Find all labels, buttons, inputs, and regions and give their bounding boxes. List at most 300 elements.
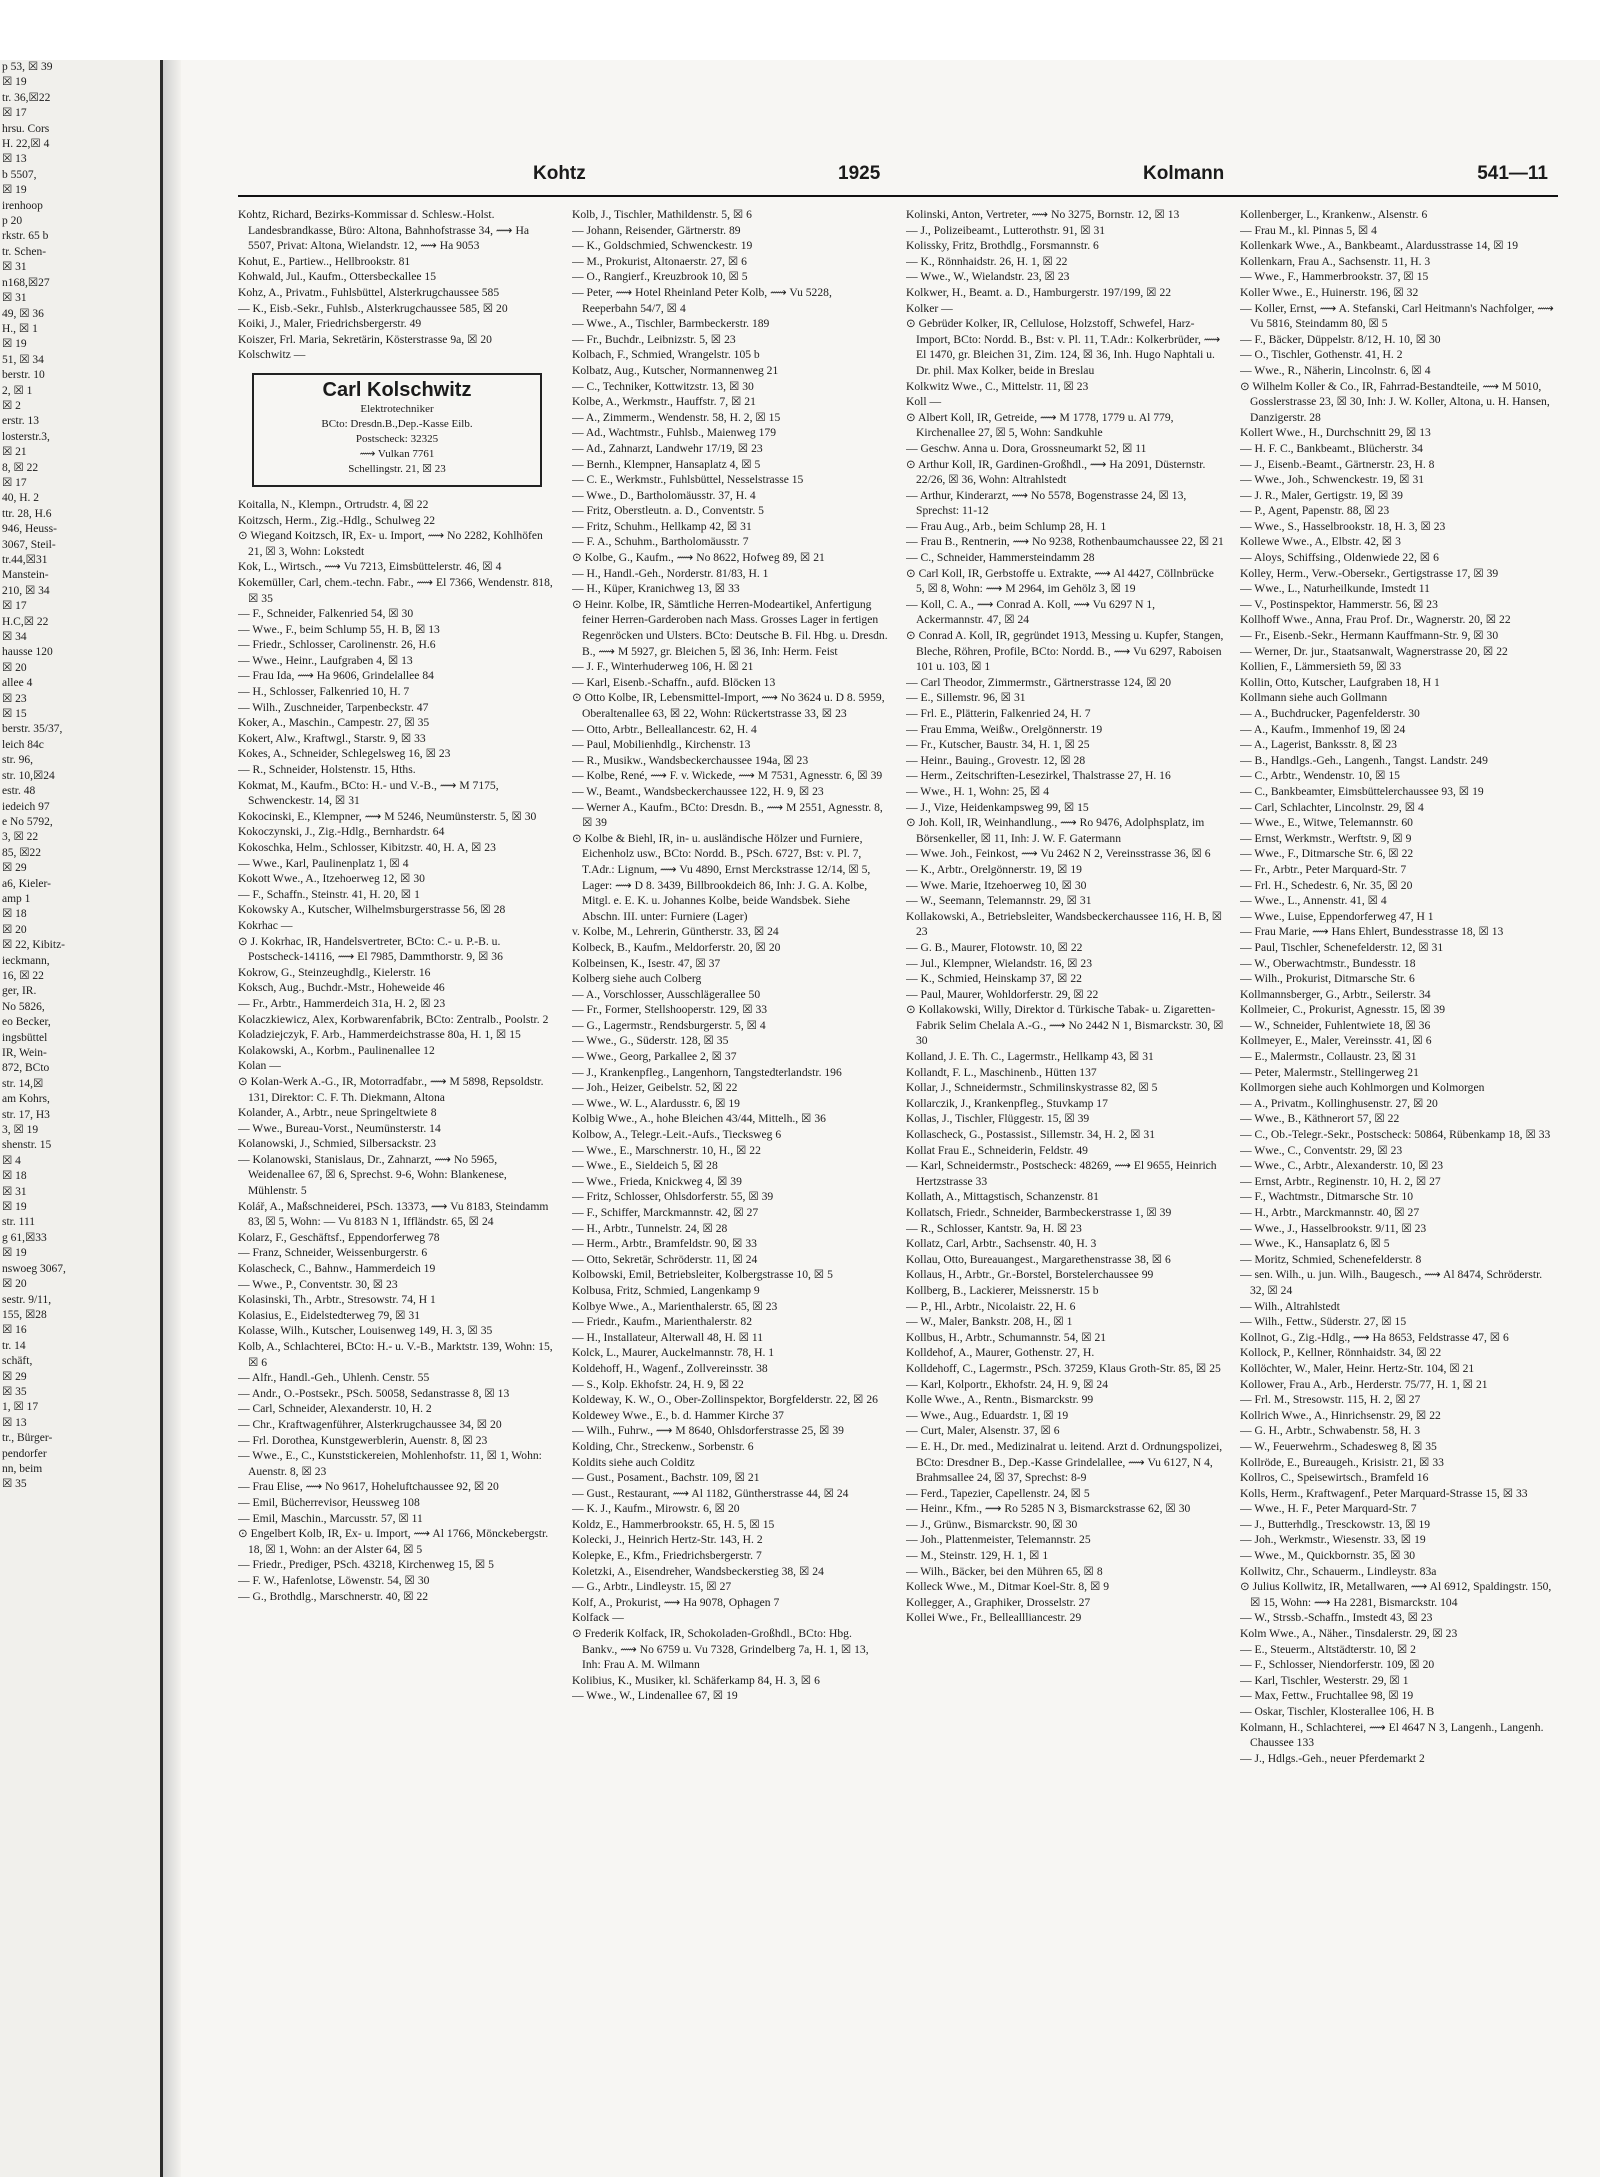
directory-entry: Kolbusa, Fritz, Schmied, Langenkamp 9 — [572, 1283, 760, 1297]
directory-entry: — Wwe., C., Arbtr., Alexanderstr. 10, ☒ 23 — [1240, 1159, 1444, 1173]
directory-entry: Kolbowski, Emil, Betriebsleiter, Kolbergstrasse 10, ☒ 5 — [572, 1268, 833, 1282]
directory-entry: — G. B., Maurer, Flotowstr. 10, ☒ 22 — [906, 940, 1083, 954]
margin-fragment: 872, BCto — [2, 1062, 50, 1075]
margin-fragment: 2, ☒ 1 — [2, 384, 33, 397]
directory-entry: — Heinr., Kfm., ⟿ Ro 5285 N 3, Bismarckstrasse 62, ☒ 30 — [906, 1502, 1191, 1516]
directory-entry: — Wwe., F., Hammerbrookstr. 37, ☒ 15 — [1240, 270, 1429, 284]
margin-fragment: hrsu. Cors — [2, 122, 50, 135]
directory-entry: Kolander, A., Arbtr., neue Springeltwiete 8 — [238, 1106, 437, 1120]
directory-entry: — Frau M., kl. Pinnas 5, ☒ 4 — [1240, 223, 1377, 237]
margin-fragment: str. 14,☒ — [2, 1077, 44, 1090]
directory-entry: — Fr., Buchdr., Leibnizstr. 5, ☒ 23 — [572, 332, 736, 346]
directory-entry: ⊙ Kollakowski, Willy, Direktor d. Türkische Tabak- u. Zigaretten-Fabrik Selim Chelala A.-G., ⟿ No 2442 N 1, Bismarckstr. 30, ☒ 30 — [906, 1003, 1224, 1048]
directory-entry: — Wwe., F., beim Schlump 55, H. B, ☒ 13 — [238, 622, 440, 636]
directory-entry: — Geschw. Anna u. Dora, Grossneumarkt 52, ☒ 11 — [906, 441, 1147, 455]
margin-fragment: ☒ 16 — [2, 1324, 27, 1337]
directory-entry: — M., Prokurist, Altonaerstr. 27, ☒ 6 — [572, 254, 747, 268]
directory-entry: Kokowsky A., Kutscher, Wilhelmsburgerstrasse 56, ☒ 28 — [238, 903, 506, 917]
directory-entry: — E. H., Dr. med., Medizinalrat u. leitend. Arzt d. Ordnungspolizei, BCto: Dresdner B., Dep.-Kasse Grindelallee, ⟿ Vu 6127, N 4, Brahmsallee 24, ☒ 37, Sprechst: 8-9 — [906, 1439, 1223, 1485]
directory-entry: — G. H., Arbtr., Schwabenstr. 58, H. 3 — [1240, 1424, 1421, 1438]
margin-fragment: ☒ 18 — [2, 908, 27, 921]
directory-entry: — F. W., Hafenlotse, Löwenstr. 54, ☒ 30 — [238, 1573, 430, 1587]
directory-entry: Kollower, Frau A., Arb., Herderstr. 75/77, H. 1, ☒ 21 — [1240, 1377, 1488, 1391]
directory-entry: Kolan — — [238, 1059, 281, 1073]
directory-entry: — Karl, Tischler, Westerstr. 29, ☒ 1 — [1240, 1673, 1409, 1687]
directory-entry: Koldewey Wwe., E., b. d. Hammer Kirche 37 — [572, 1408, 784, 1422]
margin-fragment: pendorfer — [2, 1447, 47, 1460]
directory-entry: — C. E., Werkmstr., Fuhlsbüttel, Nesselstrasse 15 — [572, 473, 804, 487]
margin-fragment: berstr. 10 — [2, 369, 45, 382]
directory-entry: — Wwe., A., Tischler, Barmbeckerstr. 189 — [572, 317, 770, 331]
directory-entry: — Gust., Posament., Bachstr. 109, ☒ 21 — [572, 1471, 760, 1485]
margin-fragment: erstr. 13 — [2, 415, 40, 428]
margin-fragment: ☒ 19 — [2, 184, 27, 197]
directory-entry: ⊙ Conrad A. Koll, IR, gegründet 1913, Messing u. Kupfer, Stangen, Bleche, Röhren, Profile, BCto: Nordd. B., ⟿ Vu 6297, Raboisen 101 u. 103, ☒ 1 — [906, 629, 1224, 674]
directory-entry: Kolldehof, A., Maurer, Gothenstr. 27, H. — [906, 1346, 1095, 1360]
margin-fragment: 946, Heuss- — [2, 523, 57, 536]
directory-entry: Kollnot, G., Zig.-Hdlg., ⟿ Ha 8653, Feldstrasse 47, ☒ 6 — [1240, 1330, 1509, 1344]
directory-entry: — Wwe., E., C., Kunststickereien, Mohlenhofstr. 11, ☒ 1, Wohn: Auenstr. 8, ☒ 23 — [238, 1449, 542, 1478]
directory-entry: Kollock, P., Kellner, Rönnhaidstr. 34, ☒ 22 — [1240, 1346, 1442, 1360]
margin-fragment: nn, beim — [2, 1462, 43, 1475]
directory-entry: — K., Goldschmied, Schwenckestr. 19 — [572, 239, 753, 253]
margin-fragment: p 53, ☒ 39 — [2, 61, 53, 73]
directory-entry: — Carl, Schneider, Alexanderstr. 10, H. 2 — [238, 1402, 432, 1416]
directory-entry: — A., Privatm., Kollinghusenstr. 27, ☒ 20 — [1240, 1096, 1438, 1110]
directory-entry: — J., Hdlgs.-Geh., neuer Pferdemarkt 2 — [1240, 1751, 1425, 1765]
directory-entry: — Wwe., Luise, Eppendorferweg 47, H 1 — [1240, 909, 1434, 923]
directory-entry: — Frl. E., Plätterin, Falkenried 24, H. 7 — [906, 707, 1091, 720]
directory-entry: Kolbach, F., Schmied, Wrangelstr. 105 b — [572, 348, 760, 362]
directory-entry: Koll — — [906, 395, 942, 409]
directory-entry: — Wwe., H. 1, Wohn: 25, ☒ 4 — [906, 784, 1049, 798]
margin-fragment: 3, ☒ 22 — [2, 831, 39, 844]
directory-columns — [238, 207, 1558, 1766]
directory-entry: Koletzki, A., Eisendreher, Wandsbeckerstieg 38, ☒ 24 — [572, 1564, 824, 1578]
margin-fragment: 8, ☒ 22 — [2, 461, 39, 474]
directory-entry: — H., Arbtr., Marckmannstr. 40, ☒ 27 — [1240, 1206, 1420, 1219]
margin-fragment: sestr. 9/11, — [2, 1293, 52, 1306]
scan-border — [0, 0, 1600, 60]
directory-entry: — Wwe., W., Lindenallee 67, ☒ 19 — [572, 1689, 738, 1703]
directory-entry: — Gust., Restaurant, ⟿ Al 1182, Güntherstrasse 44, ☒ 24 — [572, 1486, 849, 1500]
margin-fragment: 49, ☒ 36 — [2, 307, 44, 320]
directory-entry: — H. F. C., Bankbeamt., Blücherstr. 34 — [1240, 441, 1423, 455]
advertisement-line: Schellingstr. 21, ☒ 23 — [348, 462, 446, 475]
directory-entry: — F. A., Schuhm., Bartholomäusstr. 7 — [572, 535, 749, 549]
directory-entry: — W., Maler, Bankstr. 208, H., ☒ 1 — [906, 1315, 1073, 1329]
directory-entry: Kolbeck, B., Kaufm., Meldorferstr. 20, ☒ 20 — [572, 940, 781, 954]
directory-entry: — Karl, Schneidermstr., Postscheck: 48269, ⟿ El 9655, Heinrich Hertzstrasse 33 — [906, 1159, 1217, 1188]
advertisement-line: Elektrotechniker — [360, 402, 434, 415]
directory-entry: Kolasinski, Th., Arbtr., Stresowstr. 74, H 1 — [238, 1293, 436, 1307]
directory-entry: — Joh., Werkmstr., Wiesenstr. 33, ☒ 19 — [1240, 1533, 1426, 1547]
page-gutter — [163, 60, 181, 2177]
directory-page — [238, 155, 1558, 2145]
directory-entry: — Wwe., Karl, Paulinenplatz 1, ☒ 4 — [238, 856, 409, 870]
margin-fragment: ☒ 22, Kibitz- — [2, 939, 66, 952]
directory-entry: Kolepke, E., Kfm., Friedrichsbergerstr. 7 — [572, 1549, 762, 1563]
margin-fragment: g 61,☒33 — [2, 1231, 47, 1244]
directory-entry: Koiki, J., Maler, Friedrichsbergerstr. 49 — [238, 317, 422, 331]
margin-fragment: ☒ 17 — [2, 476, 27, 489]
margin-fragment: ☒ 17 — [2, 600, 27, 613]
directory-entry: — Frl. M., Stresowstr. 115, H. 2, ☒ 27 — [1240, 1393, 1421, 1407]
directory-entry: — Frl. H., Schedestr. 6, Nr. 35, ☒ 20 — [1240, 878, 1413, 892]
directory-entry: — Joh., Heizer, Geibelstr. 52, ☒ 22 — [572, 1081, 738, 1095]
margin-fragment: str. 111 — [2, 1216, 36, 1229]
directory-entry: — C., Bankbeamter, Eimsbüttelerchaussee 93, ☒ 19 — [1240, 784, 1484, 798]
directory-entry: Kollar, J., Schneidermstr., Schmilinskystrasse 82, ☒ 5 — [906, 1081, 1158, 1095]
directory-entry: Kolberg siehe auch Colberg — [572, 972, 702, 986]
directory-entry: — C., Arbtr., Wendenstr. 10, ☒ 15 — [1240, 769, 1400, 783]
directory-entry: — Wwe., D., Bartholomäusstr. 37, H. 4 — [572, 488, 756, 502]
directory-entry: Kolschwitz — — [238, 348, 306, 362]
directory-entry: — V., Postinspektor, Hammerstr. 56, ☒ 23 — [1240, 597, 1438, 611]
directory-entry: Kollarczik, J., Krankenpfleg., Stuvkamp 17 — [906, 1096, 1108, 1110]
directory-entry: Kokocinski, E., Klempner, ⟿ M 5246, Neumünsterstr. 5, ☒ 30 — [238, 809, 537, 823]
directory-entry: — F., Schiffer, Marckmannstr. 42, ☒ 27 — [572, 1206, 759, 1219]
directory-entry: Kollatsch, Friedr., Schneider, Barmbeckerstrasse 1, ☒ 39 — [906, 1206, 1172, 1219]
advertisement-line: BCto: Dresdn.B.,Dep.-Kasse Eilb. — [321, 417, 473, 430]
directory-entry: Kollandt, F. L., Maschinenb., Hütten 137 — [906, 1065, 1097, 1079]
margin-fragment: tr.44,☒31 — [2, 554, 48, 566]
directory-entry: — E., Malermstr., Collaustr. 23, ☒ 31 — [1240, 1050, 1417, 1064]
facing-page-fragment — [0, 60, 163, 2177]
directory-column-2 — [572, 207, 890, 1766]
directory-entry: — Andr., O.-Postsekr., PSch. 50058, Sedanstrasse 8, ☒ 13 — [238, 1386, 510, 1400]
directory-entry: Kollau, Otto, Bureauangest., Margarethenstrasse 38, ☒ 6 — [906, 1252, 1171, 1266]
margin-fragment: ☒ 2 — [2, 399, 21, 412]
margin-fragment: ☒ 21 — [2, 446, 27, 459]
directory-entry: ⊙ Frederik Kolfack, IR, Schokoladen-Großhdl., BCto: Hbg. Bankv., ⟿ No 6759 u. Vu 7328, Grindelberg 7a, H. 1, ☒ 13, Inh: Frau A. M. Wilmann — [572, 1627, 869, 1672]
directory-entry: Koker, A., Maschin., Campestr. 27, ☒ 35 — [238, 716, 430, 730]
directory-entry: — Wwe., J., Hasselbrookstr. 9/11, ☒ 23 — [1240, 1221, 1427, 1235]
directory-entry: — Karl, Eisenb.-Schaffn., aufd. Blöcken 13 — [572, 675, 776, 689]
directory-entry: — W., Seemann, Telemannstr. 29, ☒ 31 — [906, 894, 1092, 908]
directory-entry: Kolls, Herm., Kraftwagenf., Peter Marquard-Strasse 15, ☒ 33 — [1240, 1486, 1528, 1500]
directory-entry: ⊙ Albert Koll, IR, Getreide, ⟿ M 1778, 1779 u. Al 779, Kirchenallee 27, ☒ 5, Wohn: Sandkuhle — [906, 410, 1174, 440]
directory-entry: — J., Krankenpfleg., Langenhorn, Tangstedterlandstr. 196 — [572, 1065, 842, 1079]
directory-entry: — Carl Theodor, Zimmermstr., Gärtnerstrasse 124, ☒ 20 — [906, 675, 1172, 689]
directory-entry: — Wwe., M., Quickbornstr. 35, ☒ 30 — [1240, 1549, 1416, 1563]
directory-entry: Kollei Wwe., Fr., Belleallliancestr. 29 — [906, 1611, 1082, 1625]
directory-entry: — Herm., Arbtr., Bramfeldstr. 90, ☒ 33 — [572, 1237, 757, 1251]
directory-entry: — J., Grünw., Bismarckstr. 90, ☒ 30 — [906, 1517, 1078, 1531]
margin-fragment: 3, ☒ 19 — [2, 1124, 39, 1137]
margin-fragment: No 5826, — [2, 1000, 45, 1013]
directory-entry: — W., Beamt., Wandsbeckerchaussee 122, H. 9, ☒ 23 — [572, 784, 824, 798]
margin-fragment: ☒ 29 — [2, 1370, 27, 1383]
directory-entry: — Wwe., F., Ditmarsche Str. 6, ☒ 22 — [1240, 847, 1414, 861]
directory-entry: — Frau Marie, ⟿ Hans Ehlert, Bundesstrasse 18, ☒ 13 — [1240, 925, 1504, 939]
directory-entry: — Wwe., L., Naturheilkunde, Imstedt 11 — [1240, 582, 1430, 596]
directory-entry: — Frau Ida, ⟿ Ha 9606, Grindelallee 84 — [238, 669, 434, 683]
directory-entry: — Wwe., S., Hasselbrookstr. 18, H. 3, ☒ 23 — [1240, 519, 1446, 533]
margin-fragment: str. 96, — [2, 754, 33, 767]
directory-entry: Kokrow, G., Steinzeughdlg., Kielerstr. 16 — [238, 965, 431, 979]
directory-entry: — J. F., Winterhuderweg 106, H. ☒ 21 — [572, 660, 754, 674]
directory-entry: — O., Rangierf., Kreuzbrook 10, ☒ 5 — [572, 270, 748, 284]
directory-entry: Kolbe, A., Werkmstr., Hauffstr. 7, ☒ 21 — [572, 395, 756, 409]
directory-entry: ⊙ Joh. Koll, IR, Weinhandlung., ⟿ Ro 9476, Adolphsplatz, im Börsenkeller, ☒ 11, Inh: J. W. F. Gatermann — [906, 816, 1205, 845]
margin-fragment: leich 84c — [2, 738, 44, 751]
directory-entry: — Wwe., Heinr., Laufgraben 4, ☒ 13 — [238, 653, 413, 667]
directory-entry: ⊙ J. Kokrhac, IR, Handelsvertreter, BCto: C.- u. P.-B. u. Postscheck-14116, ⟿ El 7985, Dammthorstr. 9, ☒ 36 — [238, 934, 503, 964]
margin-fragment: ☒ 20 — [2, 923, 27, 936]
directory-entry: — Wwe., Joh., Schwenckestr. 19, ☒ 31 — [1240, 473, 1425, 487]
directory-entry: — K., Eisb.-Sekr., Fuhlsb., Alsterkrugchaussee 585, ☒ 20 — [238, 301, 508, 315]
directory-entry: — W., Schneider, Fuhlentwiete 18, ☒ 36 — [1240, 1018, 1431, 1032]
directory-entry: — A., Lagerist, Banksstr. 8, ☒ 23 — [1240, 738, 1397, 752]
directory-entry: — H., Küper, Kranichweg 13, ☒ 33 — [572, 582, 740, 596]
directory-entry: — J., Butterhdlg., Tresckowstr. 13, ☒ 19 — [1240, 1517, 1431, 1531]
margin-fragment: ger, IR. — [2, 985, 37, 998]
directory-entry: Kolascheck, C., Bahnw., Hammerdeich 19 — [238, 1262, 436, 1276]
directory-entry: — Ernst, Arbtr., Reginenstr. 10, H. 2, ☒ 27 — [1240, 1174, 1441, 1188]
margin-fragment: rkstr. 65 b — [2, 230, 49, 243]
directory-entry: — Wilh., Fuhrw., ⟿ M 8640, Ohlsdorferstrasse 25, ☒ 39 — [572, 1424, 844, 1438]
directory-entry: — F., Bäcker, Düppelstr. 8/12, H. 10, ☒ 30 — [1240, 332, 1441, 346]
directory-entry: — J. R., Maler, Gertigstr. 19, ☒ 39 — [1240, 488, 1403, 502]
directory-entry: — H., Schlosser, Falkenried 10, H. 7 — [238, 685, 410, 699]
directory-entry: — Koller, Ernst, ⟿ A. Stefanski, Carl Heitmann's Nachfolger, ⟿ Vu 5816, Steindamm 80, ☒ 5 — [1240, 301, 1554, 331]
margin-fragment: ☒ 19 — [2, 1247, 27, 1260]
directory-entry: — G., Lagermstr., Rendsburgerstr. 5, ☒ 4 — [572, 1018, 766, 1032]
directory-entry: — K., Schmied, Heinskamp 37, ☒ 22 — [906, 972, 1082, 986]
directory-entry: — A., Buchdrucker, Pagenfelderstr. 30 — [1240, 707, 1420, 720]
directory-entry: — Carl, Schlachter, Lincolnstr. 29, ☒ 4 — [1240, 800, 1424, 814]
margin-fragment: IR, Wein- — [2, 1047, 47, 1059]
directory-entry: — Otto, Sekretär, Schröderstr. 11, ☒ 24 — [572, 1252, 758, 1266]
directory-entry: Kollenkarn, Frau A., Sachsenstr. 11, H. 3 — [1240, 254, 1431, 268]
directory-entry: Kollöchter, W., Maler, Heinr. Hertz-Str. 104, ☒ 21 — [1240, 1361, 1475, 1375]
directory-entry: — Franz, Schneider, Weissenburgerstr. 6 — [238, 1246, 428, 1260]
margin-fragment: hausse 120 — [2, 646, 53, 659]
directory-entry: Kollenkark Wwe., A., Bankbeamt., Alardusstrasse 14, ☒ 19 — [1240, 239, 1519, 253]
header-last-entry: Kolmann — [1143, 163, 1225, 184]
directory-entry: — Koll, C. A., ⟿ Conrad A. Koll, ⟿ Vu 6297 N 1, Ackermannstr. 47, ☒ 24 — [906, 597, 1156, 627]
directory-entry: — Wwe., E., Marschnerstr. 10, H., ☒ 22 — [572, 1143, 761, 1157]
margin-fragment: ☒ 20 — [2, 1278, 27, 1291]
margin-fragment: ☒ 19 — [2, 76, 27, 89]
directory-entry: — Kolanowski, Stanislaus, Dr., Zahnarzt, ⟿ No 5965, Weidenallee 67, ☒ 6, Sprechst. 9-6, Wohn: Blankenese, Mühlenstr. 5 — [238, 1152, 507, 1198]
directory-entry: Kolding, Chr., Streckenw., Sorbenstr. 6 — [572, 1439, 754, 1453]
directory-entry: Kokes, A., Schneider, Schlegelsweg 16, ☒ 23 — [238, 747, 451, 761]
margin-fragment: irenhoop — [2, 199, 43, 212]
directory-entry: Kollbus, H., Arbtr., Schumannstr. 54, ☒ 21 — [906, 1330, 1107, 1344]
directory-entry: — Fr., Arbtr., Peter Marquard-Str. 7 — [1240, 862, 1407, 876]
directory-entry: Kolissky, Fritz, Brothdlg., Forsmannstr. 6 — [906, 239, 1099, 253]
directory-entry: — A., Zimmerm., Wendenstr. 58, H. 2, ☒ 15 — [572, 410, 781, 424]
directory-entry: — F., Schlosser, Niendorferstr. 109, ☒ 20 — [1240, 1658, 1435, 1672]
directory-entry: Kolm Wwe., A., Näher., Tinsdalerstr. 29, ☒ 23 — [1240, 1627, 1458, 1641]
directory-entry: Kolář, A., Maßschneiderei, PSch. 13373, ⟿ Vu 8183, Steindamm 83, ☒ 5, Wohn: — Vu 8183 N 1, Iffländstr. 65, ☒ 24 — [238, 1199, 549, 1229]
directory-entry: — Frau B., Rentnerin, ⟿ No 9238, Rothenbaumchaussee 22, ☒ 21 — [906, 535, 1224, 549]
directory-entry: — C., Ob.-Telegr.-Sekr., Postscheck: 50864, Rübenkamp 18, ☒ 33 — [1240, 1128, 1551, 1142]
margin-fragment: ieckmann, — [2, 954, 50, 967]
directory-entry: Kollas, J., Tischler, Flüggestr. 15, ☒ 39 — [906, 1112, 1090, 1126]
directory-entry: — K., Rönnhaidstr. 26, H. 1, ☒ 22 — [906, 254, 1068, 268]
directory-entry: Koiszer, Frl. Maria, Sekretärin, Kösterstrasse 9a, ☒ 20 — [238, 332, 492, 346]
directory-entry: — Wwe. Joh., Feinkost, ⟿ Vu 2462 N 2, Vereinsstrasse 36, ☒ 6 — [906, 847, 1211, 861]
directory-entry: Koldz, E., Hammerbrookstr. 65, H. 5, ☒ 15 — [572, 1517, 775, 1531]
directory-entry: — R., Schneider, Holstenstr. 15, Hths. — [238, 763, 416, 777]
directory-entry: Kolarz, F., Geschäftsf., Eppendorferweg 78 — [238, 1230, 440, 1244]
directory-entry: — F., Schaffn., Steinstr. 41, H. 20, ☒ 1 — [238, 887, 420, 901]
directory-entry: — Emil, Bücherrevisor, Heussweg 108 — [238, 1495, 420, 1509]
directory-entry: — Wwe. Marie, Itzehoerweg 10, ☒ 30 — [906, 878, 1087, 892]
directory-entry: Kollin, Otto, Kutscher, Laufgraben 18, H 1 — [1240, 675, 1440, 689]
directory-entry: — Wwe., Frieda, Knickweg 4, ☒ 39 — [572, 1174, 742, 1188]
margin-fragment: ☒ 35 — [2, 1478, 27, 1491]
directory-entry: — S., Kolp. Ekhofstr. 24, H. 9, ☒ 22 — [572, 1377, 744, 1391]
directory-entry: v. Kolbe, M., Lehrerin, Güntherstr. 33, ☒ 24 — [572, 925, 779, 939]
directory-entry: — Peter, ⟿ Hotel Rheinland Peter Kolb, ⟿ Vu 5228, Reeperbahn 54/7, ☒ 4 — [572, 285, 832, 315]
margin-fragment: str. 17, H3 — [2, 1108, 50, 1121]
advertisement-line: Postscheck: 32325 — [355, 432, 439, 445]
margin-fragment: ☒ 13 — [2, 153, 27, 166]
margin-fragment: ☒ 15 — [2, 708, 27, 721]
margin-fragment: ☒ 29 — [2, 862, 27, 875]
margin-fragment: a6, Kieler- — [2, 877, 51, 890]
directory-entry: ⊙ Carl Koll, IR, Gerbstoffe u. Extrakte, ⟿ Al 4427, Cöllnbrücke 5, ☒ 8, Wohn: ⟿ M 2964, im Gehölz 3, ☒ 19 — [906, 566, 1214, 596]
margin-fragment: berstr. 35/37, — [2, 723, 63, 736]
directory-entry: Kollberg, B., Lackierer, Meissnerstr. 15 b — [906, 1283, 1099, 1297]
directory-entry: — Max, Fettw., Fruchtallee 98, ☒ 19 — [1240, 1689, 1414, 1703]
directory-entry: — Aloys, Schiffsing., Oldenwiede 22, ☒ 6 — [1240, 551, 1439, 565]
margin-fragment: tr. 14 — [2, 1339, 26, 1352]
directory-entry: Kolakowski, A., Korbm., Paulinenallee 12 — [238, 1043, 435, 1057]
directory-entry: ⊙ Arthur Koll, IR, Gardinen-Großhdl., ⟿ Ha 2091, Düsternstr. 22/26, ☒ 36, Wohn: Altrahlstedt — [906, 457, 1206, 487]
directory-entry: — Wilh., Prokurist, Ditmarsche Str. 6 — [1240, 972, 1415, 986]
margin-fragment: H.C,☒ 22 — [2, 615, 49, 628]
directory-entry: Kolland, J. E. Th. C., Lagermstr., Hellkamp 43, ☒ 31 — [906, 1050, 1154, 1064]
directory-entry: — Frau Emma, Weißw., Orelgönnerstr. 19 — [906, 722, 1103, 736]
directory-entry: — Paul, Maurer, Wohldorferstr. 29, ☒ 22 — [906, 987, 1099, 1001]
margin-fragment: 16, ☒ 22 — [2, 969, 44, 982]
directory-entry: — Wwe., H. F., Peter Marquard-Str. 7 — [1240, 1502, 1417, 1516]
advertisement-line: ⟿ Vulkan 7761 — [359, 447, 435, 460]
advertisement-box — [252, 373, 542, 487]
directory-entry: Kokemüller, Carl, chem.-techn. Fabr., ⟿ El 7366, Wendenstr. 818, ☒ 35 — [238, 575, 553, 605]
directory-entry: — Wwe., Aug., Eduardstr. 1, ☒ 19 — [906, 1408, 1069, 1422]
directory-entry: — M., Steinstr. 129, H. 1, ☒ 1 — [906, 1549, 1049, 1563]
directory-entry: — Moritz, Schmied, Schenefelderstr. 8 — [1240, 1252, 1422, 1266]
margin-fragment: iedeich 97 — [2, 800, 50, 813]
directory-entry: — Wwe., B., Käthnerort 57, ☒ 22 — [1240, 1112, 1400, 1126]
directory-entry: Kollegger, A., Graphiker, Drosselstr. 27 — [906, 1595, 1091, 1609]
directory-entry: Kolf, A., Prokurist, ⟿ Ha 9078, Ophagen 7 — [572, 1595, 780, 1609]
directory-column-4 — [1240, 207, 1558, 1766]
directory-entry: — P., Hl., Arbtr., Nicolaistr. 22, H. 6 — [906, 1299, 1076, 1313]
directory-entry: ⊙ Wiegand Koitzsch, IR, Ex- u. Import, ⟿ No 2282, Kohlhöfen 21, ☒ 3, Wohn: Lokstedt — [238, 529, 543, 558]
header-year: 1925 — [838, 163, 881, 184]
directory-entry: — B., Handlgs.-Geh., Langenh., Tangst. Landstr. 249 — [1240, 753, 1488, 767]
margin-fragment: allee 4 — [2, 677, 33, 690]
directory-entry: Kolleck Wwe., M., Ditmar Koel-Str. 8, ☒ 9 — [906, 1580, 1110, 1594]
directory-entry: — Kolbe, René, ⟿ F. v. Wickede, ⟿ M 7531, Agnesstr. 6, ☒ 39 — [572, 769, 883, 783]
directory-entry: Kolbye Wwe., A., Marienthalerstr. 65, ☒ 23 — [572, 1299, 778, 1313]
margin-fragment: shenstr. 15 — [2, 1139, 52, 1152]
directory-entry: — Fritz, Oberstleutn. a. D., Conventstr. 5 — [572, 504, 764, 518]
margin-fragment: ttr. 28, H.6 — [2, 507, 52, 520]
directory-entry: — G., Brothdlg., Marschnerstr. 40, ☒ 22 — [238, 1589, 429, 1603]
directory-entry: Kollewe Wwe., A., Elbstr. 42, ☒ 3 — [1240, 535, 1401, 549]
margin-fragment: str. 10,☒24 — [2, 769, 55, 782]
directory-entry: — A., Vorschlosser, Ausschlägerallee 50 — [572, 987, 761, 1001]
directory-entry: Kollert Wwe., H., Durchschnitt 29, ☒ 13 — [1240, 426, 1431, 440]
directory-entry: — O., Tischler, Gothenstr. 41, H. 2 — [1240, 348, 1403, 362]
directory-entry: — Wilh., Altrahlstedt — [1240, 1299, 1340, 1313]
directory-entry: — Wwe., Georg, Parkallee 2, ☒ 37 — [572, 1050, 737, 1064]
directory-entry: Kolle Wwe., A., Rentn., Bismarckstr. 99 — [906, 1393, 1094, 1407]
margin-fragment: estr. 48 — [2, 785, 36, 798]
directory-entry: Kolbeinsen, K., Isestr. 47, ☒ 37 — [572, 956, 721, 970]
directory-entry: — Wilh., Zuschneider, Tarpenbeckstr. 47 — [238, 700, 429, 714]
directory-entry: Kohz, A., Privatm., Fuhlsbüttel, Alsterkrugchaussee 585 — [238, 285, 500, 299]
directory-entry: Koitalla, N., Klempn., Ortrudstr. 4, ☒ 22 — [238, 497, 429, 511]
directory-entry: — Fritz, Schlosser, Ohlsdorferstr. 55, ☒ 39 — [572, 1190, 774, 1204]
margin-fragment: eo Becker, — [2, 1016, 51, 1029]
margin-fragment: ☒ 4 — [2, 1154, 21, 1167]
margin-fragment: ☒ 18 — [2, 1170, 27, 1183]
margin-fragment: tr. 36,☒22 — [2, 91, 51, 104]
directory-entry: — Karl, Kolportr., Ekhofstr. 24, H. 9, ☒ 24 — [906, 1377, 1108, 1391]
directory-entry: Kokrhac — — [238, 918, 293, 932]
directory-entry: — Wwe., G., Süderstr. 128, ☒ 35 — [572, 1034, 729, 1048]
margin-fragment: nswoeg 3067, — [2, 1262, 66, 1275]
directory-entry: — Wilh., Bäcker, bei den Mühren 65, ☒ 8 — [906, 1564, 1103, 1578]
directory-entry: Kohut, E., Partiew.., Hellbrookstr. 81 — [238, 254, 411, 268]
directory-entry: ⊙ Kolbe, G., Kaufm., ⟿ No 8622, Hofweg 89, ☒ 21 — [572, 551, 825, 565]
margin-fragment: ☒ 23 — [2, 692, 27, 705]
directory-entry: — Otto, Arbtr., Belleallancestr. 62, H. 4 — [572, 722, 757, 736]
directory-entry: Kollröde, E., Bureaugeh., Krisistr. 21, ☒ 33 — [1240, 1455, 1444, 1469]
directory-entry: Kollros, C., Speisewirtsch., Bramfeld 16 — [1240, 1471, 1429, 1485]
directory-entry: Kolker — — [906, 301, 953, 315]
margin-fragment: ☒ 31 — [2, 292, 27, 305]
directory-entry: — F., Wachtmstr., Ditmarsche Str. 10 — [1240, 1190, 1414, 1204]
directory-entry: — Fr., Former, Stellshooperstr. 129, ☒ 33 — [572, 1003, 768, 1017]
header-first-entry: Kohtz — [533, 163, 586, 184]
directory-entry: Kolb, J., Tischler, Mathildenstr. 5, ☒ 6 — [572, 208, 752, 221]
directory-entry: — Werner A., Kaufm., BCto: Dresdn. B., ⟿ M 2551, Agnesstr. 8, ☒ 39 — [572, 800, 883, 830]
margin-fragment: 155, ☒28 — [2, 1308, 47, 1321]
directory-entry: Kohwald, Jul., Kaufm., Ottersbeckallee 15 — [238, 270, 437, 284]
directory-entry: — Friedr., Kaufm., Marienthalerstr. 82 — [572, 1315, 752, 1329]
directory-entry: ⊙ Engelbert Kolb, IR, Ex- u. Import, ⟿ Al 1766, Mönckebergstr. 18, ☒ 1, Wohn: an der Alster 64, ☒ 5 — [238, 1527, 549, 1556]
directory-entry: Kolbig Wwe., A., hohe Bleichen 43/44, Mittelh., ☒ 36 — [572, 1112, 826, 1126]
directory-entry: — Johann, Reisender, Gärtnerstr. 89 — [572, 223, 741, 237]
directory-entry: Kolkwer, H., Beamt. a. D., Hamburgerstr. 197/199, ☒ 22 — [906, 285, 1172, 299]
directory-entry: Kolinski, Anton, Vertreter, ⟿ No 3275, Bornstr. 12, ☒ 13 — [906, 208, 1180, 221]
directory-entry: — J., Vize, Heidenkampsweg 99, ☒ 15 — [906, 800, 1089, 814]
directory-entry: — Ad., Zahnarzt, Landwehr 17/19, ☒ 23 — [572, 441, 763, 455]
directory-entry: — Peter, Malermstr., Stellingerweg 21 — [1240, 1065, 1419, 1079]
directory-entry: — Wwe., E., Witwe, Telemannstr. 60 — [1240, 816, 1413, 830]
directory-entry: Kolibius, K., Musiker, kl. Schäferkamp 84, H. 3, ☒ 6 — [572, 1673, 820, 1687]
directory-entry: Kollat Frau E., Schneiderin, Feldstr. 49 — [906, 1143, 1088, 1157]
directory-entry: — G., Arbtr., Lindleystr. 15, ☒ 27 — [572, 1580, 732, 1594]
directory-entry: — H., Arbtr., Tunnelstr. 24, ☒ 28 — [572, 1221, 728, 1235]
margin-fragment: ☒ 34 — [2, 631, 27, 644]
margin-fragment: tr. Schen- — [2, 245, 47, 258]
margin-fragment: 40, H. 2 — [2, 492, 40, 505]
directory-entry: Kolbow, A., Telegr.-Leit.-Aufs., Tiecksweg 6 — [572, 1128, 782, 1142]
directory-entry: Koldits siehe auch Colditz — [572, 1455, 695, 1469]
directory-entry: — Friedr., Prediger, PSch. 43218, Kirchenweg 15, ☒ 5 — [238, 1558, 494, 1572]
